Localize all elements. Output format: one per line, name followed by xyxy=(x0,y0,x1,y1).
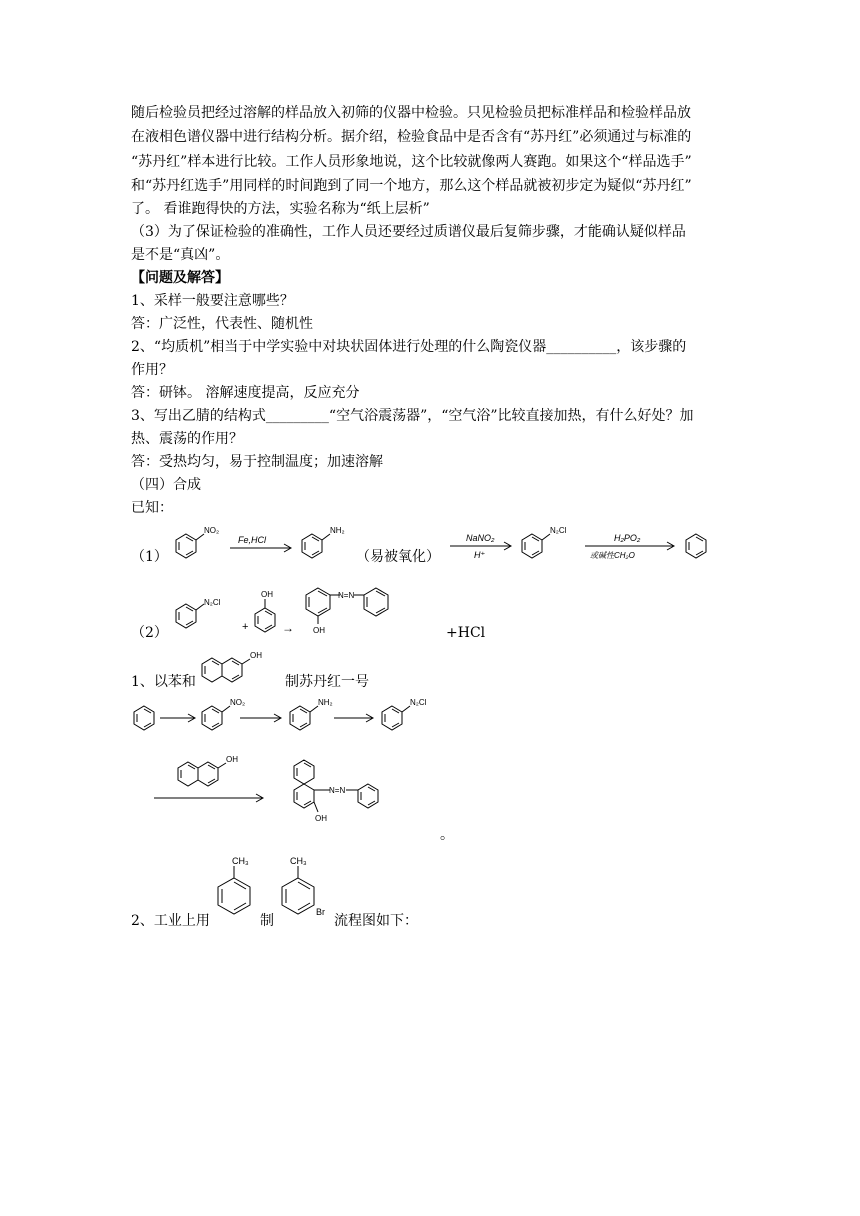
oh-group-label: OH xyxy=(261,590,273,599)
plus-sign: + xyxy=(242,621,249,633)
benzene-ring-icon xyxy=(255,599,275,632)
oh-group-label: OH xyxy=(226,755,238,764)
text-line: “苏丹红”样本进行比较。工作人员形象地说，这个比较就像两人赛跑。如果这个“样品选手” xyxy=(131,154,692,170)
task-1-route-step-1 xyxy=(128,694,458,736)
reagent-label: 或碱性CH₂O xyxy=(590,551,635,560)
text-line: 随后检验员把经过溶解的样品放入初筛的仪器中检验。只见检验员把标准样品和检验样品放 xyxy=(131,105,691,121)
n2cl-group-label: N₂Cl xyxy=(550,526,567,535)
text-line: 在液相色谱仪器中进行结构分析。据介绍，检验食品中是否含有“苏丹红”必须通过与标准的 xyxy=(131,129,692,145)
text-line: 和“苏丹红选手”用同样的时间跑到了同一个地方，那么这个样品就被初步定为疑似“苏丹红” xyxy=(131,178,692,194)
n2cl-group-label: N₂Cl xyxy=(410,698,427,707)
benzene-ring-icon xyxy=(134,706,154,730)
oh-group-label: OH xyxy=(250,651,262,660)
oxidation-note: （易被氧化） xyxy=(356,549,440,565)
end-mark: 。 xyxy=(440,827,454,843)
benzene-ring-icon xyxy=(176,604,204,628)
reagent-label: H₂PO₂ xyxy=(614,533,641,543)
reaction-1-scheme xyxy=(170,520,710,576)
reagent-label: NaNO₂ xyxy=(466,533,495,543)
benzene-ring-icon xyxy=(176,534,204,558)
answer-1: 答：广泛性，代表性、随机性 xyxy=(131,316,313,332)
no2-group-label: NO₂ xyxy=(230,698,246,707)
text-line: 是不是“真凶”。 xyxy=(131,247,230,263)
question-2-cont: 作用？ xyxy=(131,362,173,378)
benzene-ring-icon xyxy=(522,534,550,558)
benzene-ring-icon xyxy=(382,706,410,730)
task-1-route-step-2 xyxy=(152,750,432,842)
reaction-2-label: （2） xyxy=(131,625,168,641)
reaction-1-label: （1） xyxy=(131,549,168,565)
br-group-label: Br xyxy=(316,907,325,917)
no2-group-label: NO₂ xyxy=(204,526,220,535)
question-3-cont: 热、震荡的作用？ xyxy=(131,431,243,447)
reaction-2-scheme xyxy=(170,580,470,642)
azo-label: N=N xyxy=(338,591,355,600)
section-heading-synthesis: （四）合成 xyxy=(131,477,201,493)
task-2-prefix: 2、工业上用 xyxy=(131,913,210,929)
benzene-ring-icon xyxy=(302,534,330,558)
task-2-middle: 制 xyxy=(260,913,274,929)
benzene-ring-icon xyxy=(290,706,318,730)
answer-2: 答：研钵。 溶解速度提高，反应充分 xyxy=(131,385,360,401)
toluene-icon xyxy=(214,852,258,928)
text-line: （3）为了保证检验的准确性，工作人员还要经过质谱仪最后复筛步骤，才能确认疑似样品 xyxy=(131,224,686,240)
ch3-group-label: CH₃ xyxy=(290,856,307,866)
azo-label: N=N xyxy=(329,786,346,795)
task-1-suffix: 制苏丹红一号 xyxy=(285,674,369,690)
text-line: 了。 看谁跑得快的方法，实验名称为“纸上层析” xyxy=(131,201,430,217)
task-1-prefix: 1、以苯和 xyxy=(131,674,196,690)
question-3: 3、写出乙腈的结构式_________“空气浴震荡器”，“空气浴”比较直接加热，有什么好处？加 xyxy=(131,408,694,424)
naphthol-icon xyxy=(178,762,226,786)
task-2-suffix: 流程图如下： xyxy=(334,913,418,929)
arrow-sign: → xyxy=(282,621,294,635)
naphthol-icon xyxy=(198,646,268,690)
given-label: 已知： xyxy=(131,500,173,516)
oh-group-label: OH xyxy=(313,626,325,635)
nh2-group-label: NH₂ xyxy=(318,698,333,707)
answer-3: 答：受热均匀，易于控制温度；加速溶解 xyxy=(131,454,383,470)
question-2: 2、“均质机”相当于中学实验中对块状固体进行处理的什么陶瓷仪器__________，该步骤的 xyxy=(131,339,687,355)
benzene-ring-icon xyxy=(686,534,706,558)
benzene-ring-icon xyxy=(202,706,230,730)
oh-group-label: OH xyxy=(315,814,327,823)
nh2-group-label: NH₂ xyxy=(330,526,345,535)
n2cl-group-label: N₂Cl xyxy=(204,598,221,607)
question-1: 1、采样一般要注意哪些？ xyxy=(131,293,294,309)
ch3-group-label: CH₃ xyxy=(232,856,249,866)
reagent-label: Fe,HCl xyxy=(238,535,267,545)
reagent-label: H⁺ xyxy=(474,550,486,560)
hcl-byproduct: +HCl xyxy=(446,625,486,641)
section-heading: 【问题及解答】 xyxy=(131,270,229,286)
